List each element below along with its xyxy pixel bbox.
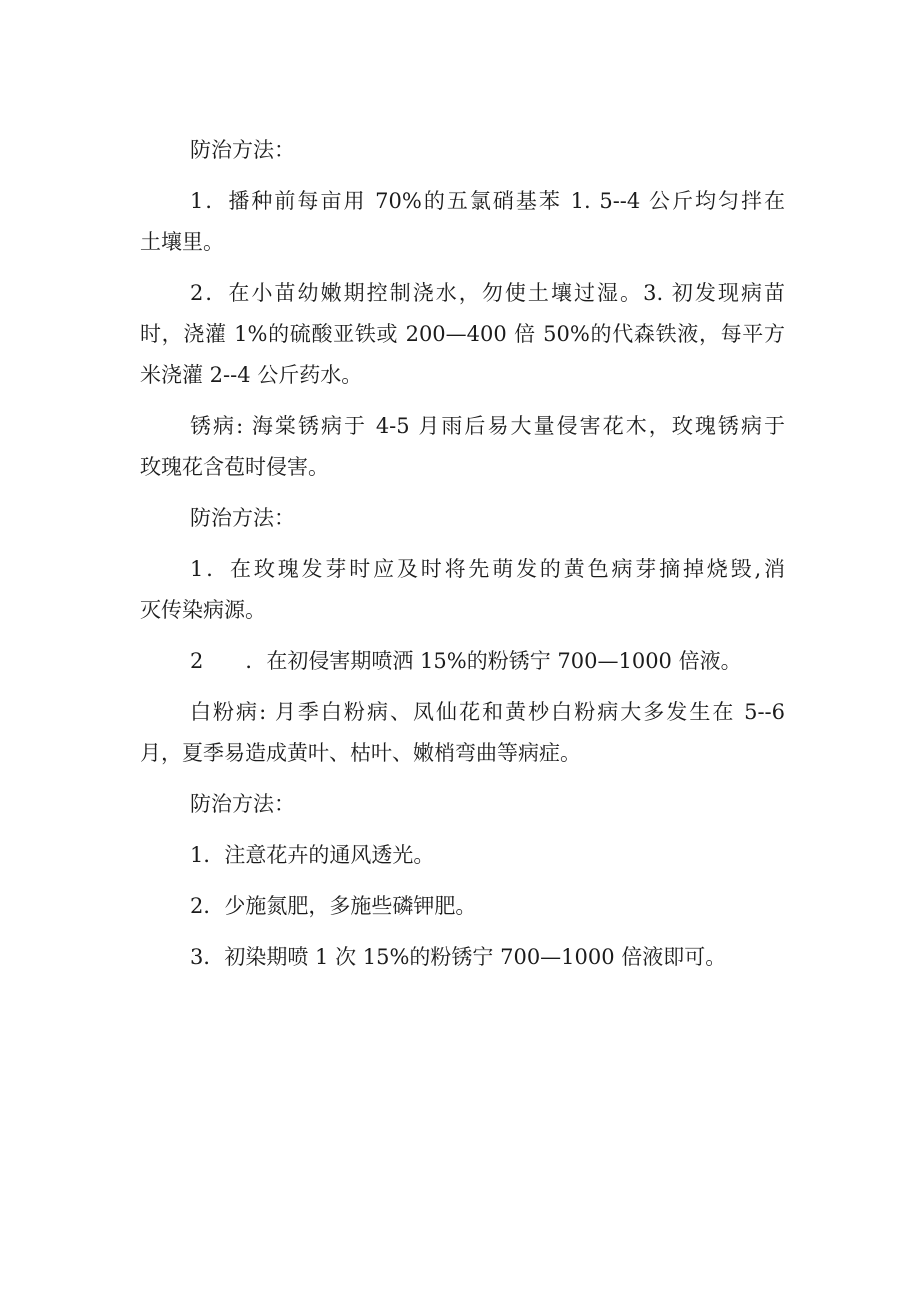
paragraph-line: 防治方法： [190,506,295,530]
paragraph-line: 灭传染病源。 [140,598,266,622]
paragraph-line: 月，夏季易造成黄叶、枯叶、嫩梢弯曲等病症。 [140,741,581,765]
heading-prevention-methods [140,498,785,539]
list-item-remove-buds [140,549,785,631]
list-item-spray-early [140,641,785,682]
paragraph-line: 米浇灌 2--4 公斤药水。 [140,363,363,387]
paragraph-line: 锈病: 海棠锈病于 4-5 月雨后易大量侵害花木，玫瑰锈病于 [190,414,785,438]
paragraph-line: 2 ．在初侵害期喷洒 15%的粉锈宁 700—1000 倍液。 [190,649,742,673]
list-item-watering-control [140,273,785,396]
paragraph-line: 玫瑰花含苞时侵害。 [140,455,329,479]
document-body [140,130,785,988]
section-powdery-mildew [140,692,785,774]
paragraph-line: 2．少施氮肥，多施些磷钾肥。 [190,894,477,918]
list-item-initial-spray [140,937,785,978]
paragraph-line: 土壤里。 [140,230,224,254]
paragraph-line: 1．播种前每亩用 70%的五氯硝基苯 1. 5--4 公斤均匀拌在 [190,189,785,213]
paragraph-line: 3．初染期喷 1 次 15%的粉锈宁 700—1000 倍液即可。 [190,945,727,969]
paragraph-line: 1．在玫瑰发芽时应及时将先萌发的黄色病芽摘掉烧毁,消 [190,557,785,581]
list-item-fertilizer [140,886,785,927]
list-item-seed-treatment [140,181,785,263]
paragraph-line: 防治方法： [190,138,295,162]
paragraph-line: 时，浇灌 1%的硫酸亚铁或 200—400 倍 50%的代森铁液，每平方 [140,322,785,346]
heading-prevention-methods [140,130,785,171]
paragraph-line: 白粉病: 月季白粉病、凤仙花和黄杪白粉病大多发生在 5--6 [190,700,785,724]
heading-prevention-methods [140,784,785,825]
list-item-ventilation [140,835,785,876]
paragraph-line: 1．注意花卉的通风透光。 [190,843,435,867]
paragraph-line: 2．在小苗幼嫩期控制浇水，勿使土壤过湿。3. 初发现病苗 [190,281,785,305]
paragraph-line: 防治方法： [190,792,295,816]
section-rust-disease [140,406,785,488]
